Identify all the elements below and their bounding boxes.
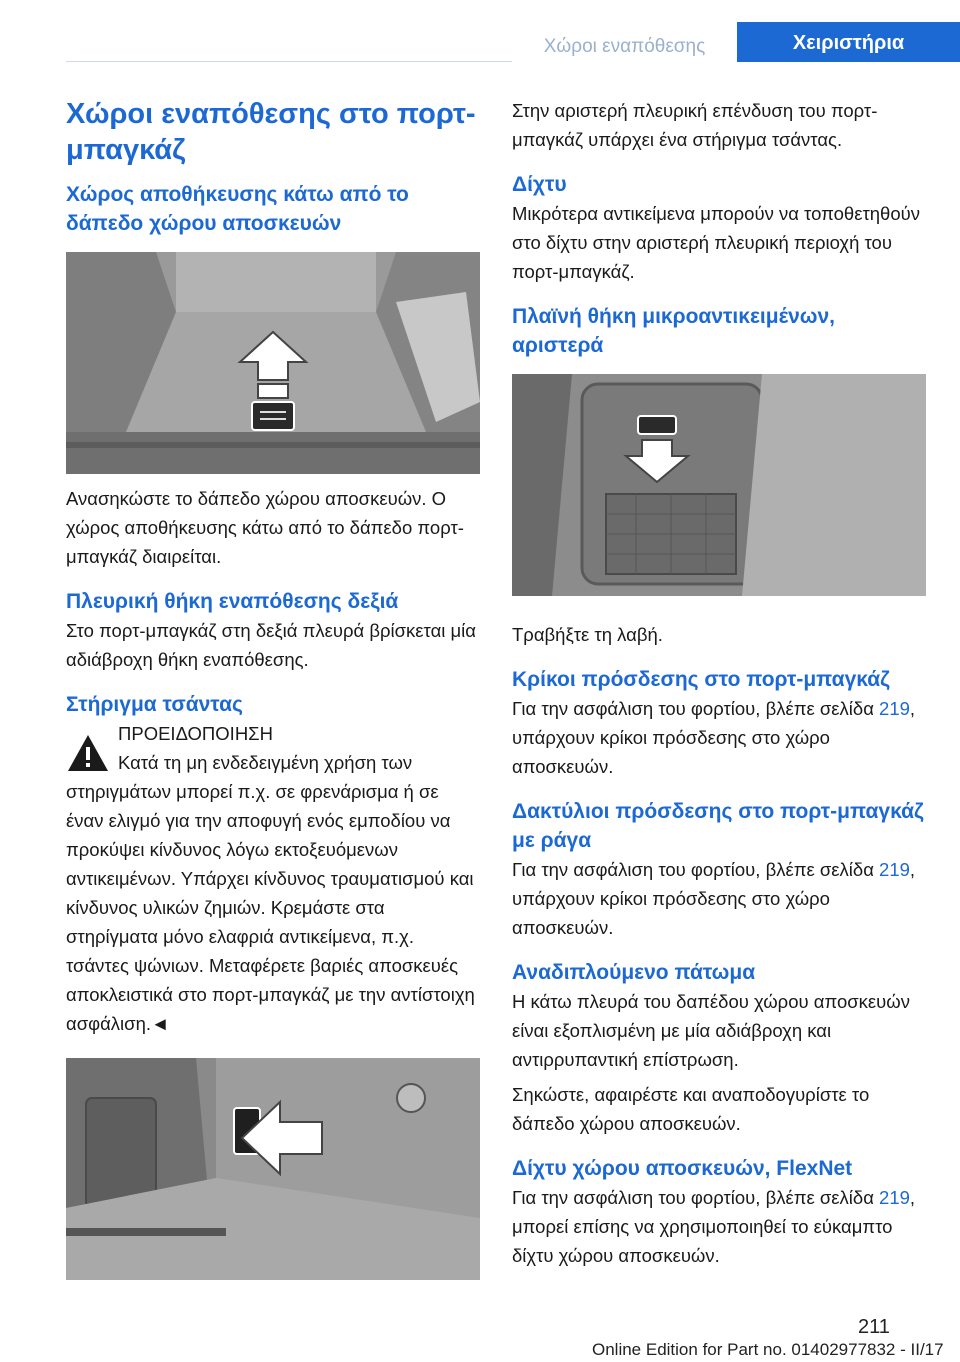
photo-bag-hook bbox=[66, 1058, 480, 1280]
text-flexnet-b: , μπορεί επίσης να χρησιμοποιηθεί το εύκαμπτο δίχτυ χώρου αποσκευών. bbox=[512, 1187, 916, 1266]
text-lashing-rail-a: Για την ασφάλιση του φορτίου, βλέπε σελίδα bbox=[512, 859, 880, 880]
left-column bbox=[66, 96, 480, 1280]
edition-note: Online Edition for Part no. 01402977832 - II/17 bbox=[592, 1340, 944, 1359]
side-compartment-illustration bbox=[512, 374, 926, 596]
heading-underfloor-storage: Χώρος αποθήκευσης κάτω από το δάπεδο χώρου αποσκευών bbox=[66, 183, 409, 235]
page-link-219[interactable]: 219 bbox=[879, 1187, 910, 1208]
heading-left-side-compartment: Πλαϊνή θήκη μικροαντικειμένων, αριστερά bbox=[512, 305, 835, 357]
text-lashing-rail-b: , υπάρχουν κρίκοι πρόσδεσης στο χώρο αποσκευών. bbox=[512, 859, 916, 938]
text-flexnet bbox=[512, 1183, 926, 1270]
heading-lashing-eyes: Κρίκοι πρόσδεσης στο πορτ-μπαγκάζ bbox=[512, 668, 890, 691]
page-link-219[interactable]: 219 bbox=[879, 698, 910, 719]
text-net: Μικρότερα αντικείμενα μπορούν να τοποθετηθούν στο δίχτυ στην αριστερή πλευρική περιοχή του πορτ-μπαγκάζ. bbox=[512, 203, 920, 282]
photo-left-side-compartment bbox=[512, 374, 926, 596]
warning-text-body: Κατά τη μη ενδεδειγμένη χρήση των στηριγμάτων μπορεί π.χ. σε φρενάρισμα ή σε έναν ελιγμό για την αποφυγή ενός εμποδίου να προκύψει κίνδυνος λόγω εκτοξευόμενων αντικειμένων. Υπάρχει κίνδυνος τραυματισμού και κίνδυνος υλικών ζημιών. Κρεμάστε στα στηρίγματα μόνο ελαφριά αντικείμενα, π.χ. τσάντες ψώνιων. Μεταφέρετε βαριές αποσκευές αποκλειστικά στο πορτ-μπαγκάζ με την αντίστοιχη ασφάλιση.◄ bbox=[66, 752, 475, 1034]
right-column bbox=[512, 96, 926, 1270]
page-number: 211 bbox=[858, 1316, 890, 1338]
page-header bbox=[0, 0, 960, 62]
warning-text bbox=[66, 748, 480, 1038]
text-bag-hook-intro: Στην αριστερή πλευρική επένδυση του πορτ-μπαγκάζ υπάρχει ένα στήριγμα τσάντας. bbox=[512, 100, 878, 150]
header-section-title: Χώροι εναπόθεσης bbox=[512, 32, 737, 62]
heading-right-side-compartment: Πλευρική θήκη εναπόθεσης δεξιά bbox=[66, 590, 399, 613]
text-lashing-eyes-a: Για την ασφάλιση του φορτίου, βλέπε σελίδα bbox=[512, 698, 880, 719]
heading-reversible-floor: Αναδιπλούμενο πάτωμα bbox=[512, 961, 756, 984]
text-lashing-eyes-b: , υπάρχουν κρίκοι πρόσδεσης στο χώρο αποσκευών. bbox=[512, 698, 916, 777]
heading-net: Δίχτυ bbox=[512, 173, 567, 196]
text-underfloor-storage: Ανασηκώστε το δάπεδο χώρου αποσκευών. Ο χώρος αποθήκευσης κάτω από το δάπεδο πορτ-μπαγκάζ διαιρείται. bbox=[66, 488, 464, 567]
page-link-219[interactable]: 219 bbox=[879, 859, 910, 880]
bag-hook-illustration bbox=[66, 1058, 480, 1280]
text-lashing-eyes bbox=[512, 694, 926, 781]
text-lashing-rail bbox=[512, 855, 926, 942]
header-chapter-tab: Χειριστήρια bbox=[737, 22, 960, 62]
trunk-floor-illustration bbox=[66, 252, 480, 474]
heading-flexnet: Δίχτυ χώρου αποσκευών, FlexNet bbox=[512, 1157, 853, 1180]
warning-label: ΠΡΟΕΙΔΟΠΟΙΗΣΗ bbox=[118, 723, 273, 744]
warning-block bbox=[66, 719, 480, 1038]
header-rule bbox=[66, 61, 512, 62]
text-left-side-compartment: Τραβήξτε τη λαβή. bbox=[512, 624, 663, 645]
heading-bag-hook: Στήριγμα τσάντας bbox=[66, 693, 243, 716]
page-title: Χώροι εναπόθεσης στο πορτ-μπαγκάζ bbox=[66, 98, 476, 166]
heading-lashing-rail: Δακτύλιοι πρόσδεσης στο πορτ-μπαγκάζ με ράγα bbox=[512, 800, 924, 852]
text-right-side-compartment: Στο πορτ-μπαγκάζ στη δεξιά πλευρά βρίσκεται μία αδιάβροχη θήκη εναπόθεσης. bbox=[66, 620, 476, 670]
text-reversible-floor-2: Σηκώστε, αφαιρέστε και αναποδογυρίστε το δάπεδο χώρου αποσκευών. bbox=[512, 1084, 870, 1134]
warning-triangle-icon bbox=[66, 733, 110, 773]
text-reversible-floor-1: Η κάτω πλευρά του δαπέδου χώρου αποσκευών είναι εξοπλισμένη με μία αδιάβροχη και αντιρρυπαντική επίστρωση. bbox=[512, 991, 910, 1070]
photo-underfloor-storage bbox=[66, 252, 480, 474]
text-flexnet-a: Για την ασφάλιση του φορτίου, βλέπε σελίδα bbox=[512, 1187, 880, 1208]
